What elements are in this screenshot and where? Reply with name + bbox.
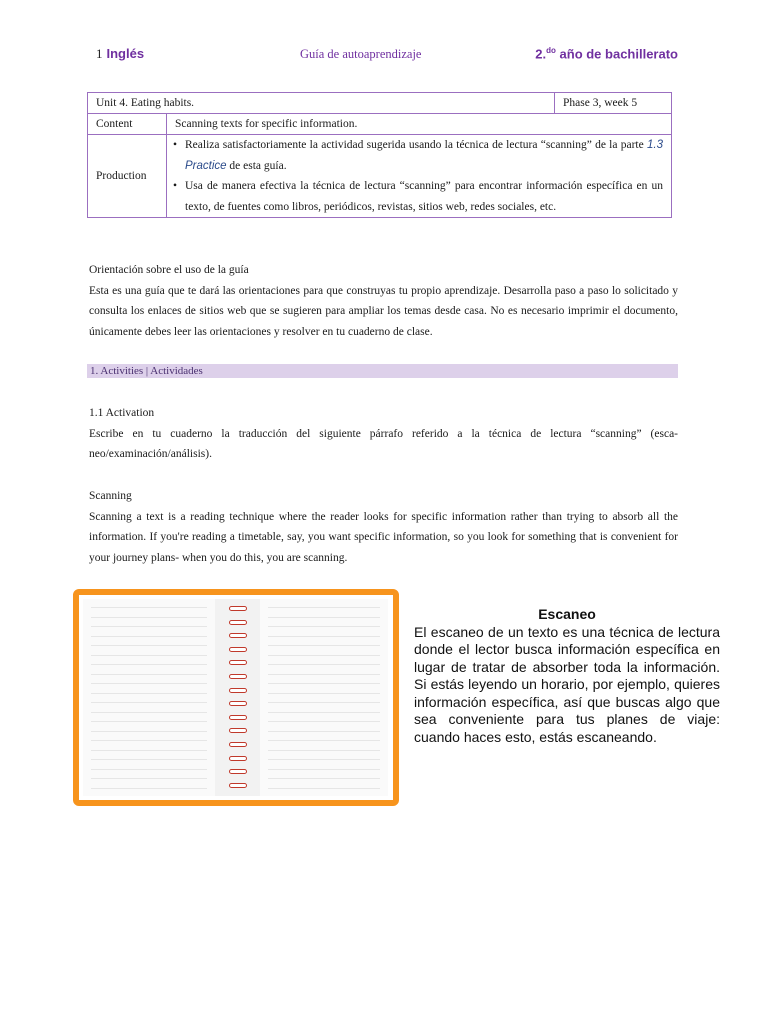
notebook-rule-line bbox=[268, 626, 380, 627]
production-list bbox=[171, 135, 663, 217]
notebook-rule-line bbox=[268, 655, 380, 656]
scanning-title: Scanning bbox=[89, 490, 132, 502]
page-number: 1 bbox=[96, 46, 103, 61]
notebook-rule-line bbox=[268, 683, 380, 684]
unit-cell: Unit 4. Eating habits. bbox=[88, 93, 555, 114]
notebook-rule-line bbox=[268, 740, 380, 741]
orientation-section bbox=[89, 260, 678, 342]
notebook-rule-line bbox=[91, 655, 207, 656]
notebook-rule-line bbox=[91, 750, 207, 751]
notebook-right-page bbox=[260, 599, 388, 796]
spiral-ring bbox=[229, 606, 247, 611]
notebook-rule-line bbox=[268, 702, 380, 703]
spiral-ring bbox=[229, 647, 247, 652]
notebook-rule-line bbox=[268, 674, 380, 675]
notebook-rule-line bbox=[91, 788, 207, 789]
notebook-rule-line bbox=[268, 693, 380, 694]
spiral-ring bbox=[229, 783, 247, 788]
spiral-ring bbox=[229, 756, 247, 761]
notebook-rule-line bbox=[268, 769, 380, 770]
grade-label bbox=[535, 46, 678, 61]
spiral-ring bbox=[229, 742, 247, 747]
spiral-ring bbox=[229, 620, 247, 625]
activation-title: 1.1 Activation bbox=[89, 407, 155, 419]
activation-section bbox=[89, 403, 678, 465]
spiral-ring bbox=[229, 688, 247, 693]
notebook-rule-line bbox=[91, 759, 207, 760]
notebook-rule-line bbox=[268, 712, 380, 713]
spiral-notebook-icon bbox=[73, 589, 399, 806]
orientation-title: Orientación sobre el uso de la guía bbox=[89, 264, 249, 276]
unit-info-table bbox=[87, 92, 672, 218]
notebook-rule-line bbox=[268, 645, 380, 646]
notebook-rule-line bbox=[268, 664, 380, 665]
notebook-rule-line bbox=[268, 607, 380, 608]
notebook-rule-line bbox=[91, 636, 207, 637]
content-value-cell: Scanning texts for specific information. bbox=[167, 114, 672, 135]
notebook-rule-line bbox=[268, 750, 380, 751]
notebook-left-page bbox=[83, 599, 215, 796]
scanning-section bbox=[89, 486, 678, 568]
practice-reference: 1.3 Practice bbox=[185, 139, 663, 172]
grade-superscript: do bbox=[546, 46, 556, 55]
notebook-rule-line bbox=[91, 617, 207, 618]
activation-body: Escribe en tu cuaderno la traducción del siguiente párrafo referido a la técnica de lectura “scanning” (esca-neo/examinación/análisis). bbox=[89, 427, 678, 460]
notebook-rule-line bbox=[91, 693, 207, 694]
production-label-cell: Production bbox=[88, 135, 167, 218]
spiral-ring bbox=[229, 660, 247, 665]
grade-suffix: año de bachillerato bbox=[555, 46, 678, 62]
notebook-rule-line bbox=[91, 769, 207, 770]
notebook-rule-line bbox=[91, 702, 207, 703]
spiral-ring bbox=[229, 674, 247, 679]
notebook-gutter bbox=[215, 599, 260, 796]
header-left bbox=[96, 46, 144, 62]
list-item: • Realiza satisfactoriamente la actividad sugerida usando la técnica de lectura “scanning” de la parte 1.3 Practice de esta guía. bbox=[171, 135, 663, 176]
notebook-rule-line bbox=[91, 731, 207, 732]
page-header bbox=[88, 44, 678, 66]
table-row bbox=[88, 114, 672, 135]
notebook-rule-line bbox=[91, 664, 207, 665]
notebook-rule-line bbox=[268, 617, 380, 618]
notebook-rule-line bbox=[91, 778, 207, 779]
notebook-rule-line bbox=[91, 740, 207, 741]
section-banner: 1. Activities | Actividades bbox=[87, 364, 678, 378]
table-row bbox=[88, 93, 672, 114]
spiral-ring bbox=[229, 728, 247, 733]
escaneo-title: Escaneo bbox=[538, 606, 596, 622]
phase-cell: Phase 3, week 5 bbox=[555, 93, 672, 114]
table-row bbox=[88, 135, 672, 218]
spiral-ring bbox=[229, 633, 247, 638]
list-item: • Usa de manera efectiva la técnica de lectura “scanning” para encontrar información específica en un texto, de fuentes como libros, periódicos, revistas, sitios web, redes sociales, etc. bbox=[171, 176, 663, 217]
notebook-rule-line bbox=[91, 683, 207, 684]
grade-prefix: 2. bbox=[535, 46, 547, 62]
orientation-body: Esta es una guía que te dará las orientaciones para que construyas tu propio aprendizaje. Desarrolla paso a paso lo solicitado y consulta los enlaces de sitios web que se sugieren para ampliar los temas desde casa. No es necesario imprimir el documento, únicamente debes leer las orientaciones y resolver en tu cuaderno de clase. bbox=[89, 284, 678, 338]
notebook-rule-line bbox=[91, 674, 207, 675]
notebook-rule-line bbox=[268, 636, 380, 637]
content-label-cell: Content bbox=[88, 114, 167, 135]
notebook-rule-line bbox=[91, 645, 207, 646]
escaneo-body: El escaneo de un texto es una técnica de lectura donde el lector busca información específica en lugar de tratar de absorber toda la información. Si estás leyendo un horario, por ejemplo, quieres información específica, así que buscas algo que sea conveniente para tus planes de viaje: cuando haces esto, estás escaneando. bbox=[414, 623, 720, 745]
notebook-rule-line bbox=[91, 626, 207, 627]
notebook-rule-line bbox=[91, 607, 207, 608]
notebook-rule-line bbox=[91, 712, 207, 713]
subject-title: Inglés bbox=[106, 46, 145, 61]
escaneo-box bbox=[414, 606, 720, 746]
spiral-ring bbox=[229, 769, 247, 774]
notebook-rule-line bbox=[91, 721, 207, 722]
scanning-body: Scanning a text is a reading technique where the reader looks for specific information rather than trying to absorb all the information. If you're reading a timetable, say, you want specific information, so you look for something that is convenient for your journey plans- when you do this, you are scanning. bbox=[89, 510, 678, 564]
spiral-ring bbox=[229, 701, 247, 706]
notebook-rule-line bbox=[268, 721, 380, 722]
notebook-rule-line bbox=[268, 788, 380, 789]
notebook-rule-line bbox=[268, 778, 380, 779]
spiral-ring bbox=[229, 715, 247, 720]
notebook-rule-line bbox=[268, 731, 380, 732]
guide-title: Guía de autoaprendizaje bbox=[300, 47, 422, 61]
notebook-rule-line bbox=[268, 759, 380, 760]
production-value-cell bbox=[167, 135, 672, 218]
